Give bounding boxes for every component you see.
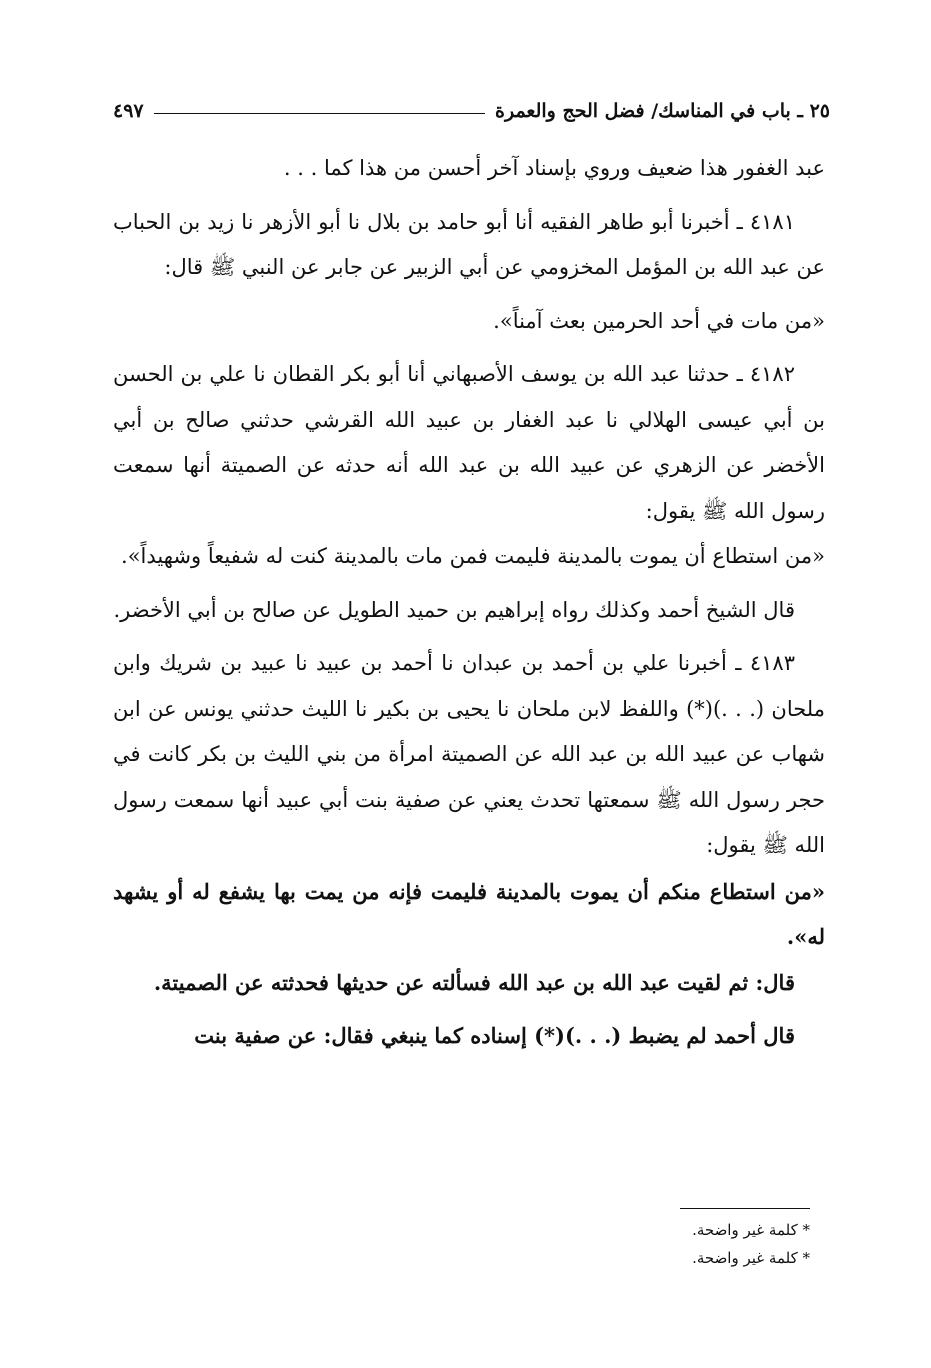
hadith-4183: ٤١٨٣ ـ أخبرنا علي بن أحمد بن عبدان نا أحمد بن عبيد نا عبيد بن شريك وابن ملحان (. . .)(*) واللفظ لابن ملحان نا يحيى بن بكير نا الليث حدثني يونس عن ابن شهاب عن عبيد الله بن عبد الله عن الصميتة امرأة من بني الليث بن بكر كانت في حجر رسول الله ﷺ سمعتها تحدث يعني عن صفية بنت أبي عبيد أنها سمعت رسول الله ﷺ يقول: <box>113 651 825 857</box>
hadith-text-4182: «من استطاع أن يموت بالمدينة فليمت فمن مات بالمدينة كنت له شفيعاً وشهيداً». <box>121 544 825 568</box>
commentary-ahmad: قال أحمد لم يضبط (. . .)(*) إسناده كما ينبغي فقال: عن صفية بنت <box>194 1023 795 1048</box>
footnote-separator <box>680 1208 810 1209</box>
footnote-2: * كلمة غير واضحة. <box>692 1249 810 1267</box>
commentary-shaykh-ahmad: قال الشيخ أحمد وكذلك رواه إبراهيم بن حميد الطويل عن صالح بن أبي الأخضر. <box>113 597 795 622</box>
running-header <box>113 96 830 126</box>
footnote-1: * كلمة غير واضحة. <box>692 1221 810 1239</box>
hadith-text-4181: «من مات في أحد الحرمين بعث آمناً». <box>493 308 825 333</box>
paragraph-continuation: عبد الغفور هذا ضعيف وروي بإسناد آخر أحسن من هذا كما . . . <box>283 156 825 180</box>
hadith-4182: ٤١٨٢ ـ حدثنا عبد الله بن يوسف الأصبهاني أنا أبو بكر القطان نا علي بن الحسن بن أبي عيسى الهلالي نا عبد الغفار بن عبيد الله القرشي حدثني صالح بن أبي الأخضر عن الزهري عن عبيد الله بن عبد الله أنه حدثه عن الصميتة أنها سمعت رسول الله ﷺ يقول: <box>113 362 825 523</box>
hadith-4181: ٤١٨١ ـ أخبرنا أبو طاهر الفقيه أنا أبو حامد بن بلال نا أبو الأزهر نا زيد بن الحباب عن عبد الله بن المؤمل المخزومي عن أبي الزبير عن جابر عن النبي ﷺ قال: <box>113 209 825 279</box>
chapter-title: ٢٥ ـ باب في المناسك/ فضل الحج والعمرة <box>495 100 830 122</box>
header-rule <box>154 113 485 114</box>
footnotes <box>560 1216 810 1272</box>
narrator-statement: قال: ثم لقيت عبد الله بن عبد الله فسألته عن حديثها فحدثته عن الصميتة. <box>153 969 795 995</box>
main-text <box>113 146 825 1059</box>
page-number: ٤٩٧ <box>113 100 144 122</box>
hadith-text-4183: «من استطاع منكم أن يموت بالمدينة فليمت فإنه من يمت بها يشفع له أو يشهد له». <box>113 878 825 949</box>
